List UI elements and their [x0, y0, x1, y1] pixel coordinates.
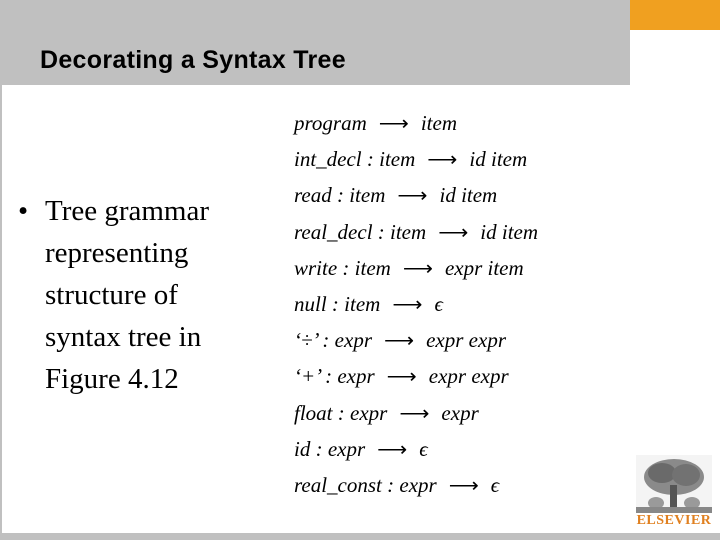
grammar-rule	[294, 358, 538, 394]
grammar-rule	[294, 177, 538, 213]
arrow-icon: ⟶	[392, 291, 423, 316]
bullet-marker: •	[18, 195, 29, 227]
rule-rhs: ϵ	[434, 291, 443, 316]
rule-rhs: id item	[439, 183, 498, 208]
arrow-icon: ⟶	[399, 400, 430, 425]
rule-lhs: real_const : expr	[294, 472, 437, 497]
tree-grammar	[294, 105, 538, 503]
rule-rhs: expr expr	[426, 328, 506, 353]
bullet-point	[18, 190, 253, 400]
grammar-rule	[294, 467, 538, 503]
rule-lhs: float : expr	[294, 400, 388, 425]
rule-rhs: expr item	[444, 255, 524, 280]
rule-rhs: id item	[469, 147, 528, 172]
rule-lhs: int_decl : item	[294, 147, 416, 172]
rule-lhs: id : expr	[294, 436, 366, 461]
rule-rhs: ϵ	[419, 436, 428, 461]
tree-icon	[636, 455, 712, 513]
rule-rhs: expr	[441, 400, 479, 425]
slide-title: Decorating a Syntax Tree	[40, 46, 346, 74]
arrow-icon: ⟶	[397, 183, 428, 208]
bullet-line: Tree grammar	[45, 195, 210, 227]
arrow-icon: ⟶	[438, 219, 469, 244]
rule-rhs: item	[420, 111, 457, 135]
rule-lhs: read : item	[294, 183, 386, 208]
rule-lhs: ‘÷’ : expr	[294, 328, 372, 353]
rule-rhs: id item	[480, 219, 539, 244]
grammar-rule	[294, 322, 538, 358]
bullet-line: representing	[45, 237, 189, 269]
arrow-icon: ⟶	[378, 111, 409, 135]
grammar-rule	[294, 431, 538, 467]
grammar-rule	[294, 250, 538, 286]
arrow-icon: ⟶	[386, 364, 417, 389]
arrow-icon: ⟶	[384, 328, 415, 353]
rule-lhs: ‘+’ : expr	[294, 364, 375, 389]
rule-rhs: ϵ	[490, 472, 500, 497]
bottom-border	[0, 533, 720, 540]
bullet-line: Figure 4.12	[45, 363, 179, 395]
bullet-line: structure of	[45, 279, 178, 311]
left-border	[0, 85, 2, 540]
title-bar	[0, 0, 630, 85]
accent-block	[630, 0, 720, 30]
rule-lhs: write : item	[294, 255, 391, 280]
rule-lhs: program	[294, 111, 367, 135]
grammar-rule	[294, 214, 538, 250]
rule-rhs: expr expr	[428, 364, 509, 389]
arrow-icon: ⟶	[427, 147, 458, 172]
rule-lhs: real_decl : item	[294, 219, 427, 244]
grammar-rule	[294, 105, 538, 141]
grammar-rule	[294, 395, 538, 431]
bullet-line: syntax tree in	[45, 321, 202, 353]
elsevier-logo	[636, 455, 712, 533]
grammar-rule	[294, 141, 538, 177]
arrow-icon: ⟶	[377, 436, 408, 461]
rule-lhs: null : item	[294, 291, 381, 316]
logo-text: ELSEVIER	[636, 513, 712, 528]
grammar-rule	[294, 286, 538, 322]
arrow-icon: ⟶	[448, 472, 479, 497]
arrow-icon: ⟶	[402, 255, 433, 280]
